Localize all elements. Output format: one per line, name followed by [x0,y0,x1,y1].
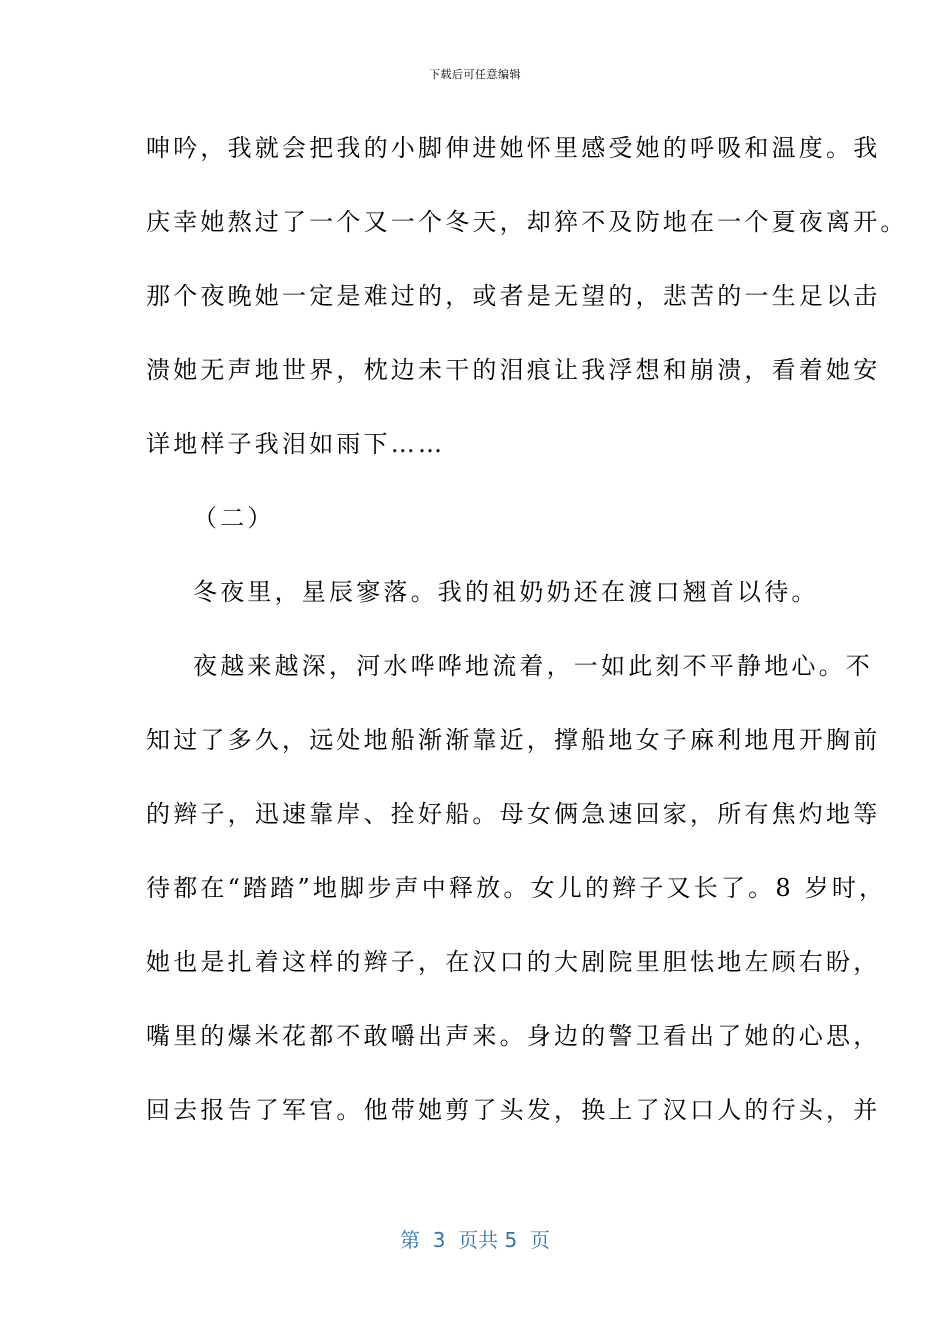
body-text [146,128,908,1164]
text-line: 夜越来越深，河水哗哗地流着，一如此刻不平静地心。不 [193,652,873,680]
text-line: 庆幸她熬过了一个又一个冬天，却猝不及防地在一个夏夜离开。 [146,208,908,236]
text-line: 待都在“踏踏”地脚步声中释放。女儿的辫子又长了。8 岁时， [146,874,887,902]
text-line: 溃她无声地世界，枕边未干的泪痕让我浮想和崩溃，看着她安 [146,356,881,384]
text-line: 冬夜里，星辰寥落。我的祖奶奶还在渡口翘首以待。 [193,578,819,606]
text-line: 她也是扎着这样的辫子，在汉口的大剧院里胆怯地左顾右盼， [146,948,881,976]
text-line: 呻吟，我就会把我的小脚伸进她怀里感受她的呼吸和温度。我 [146,134,881,162]
text-line: 回去报告了军官。他带她剪了头发，换上了汉口人的行头，并 [146,1096,881,1124]
text-line: 的辫子，迅速靠岸、拴好船。母女俩急速回家，所有焦灼地等 [146,800,881,828]
section-heading: （二） [193,504,275,532]
page-header: 下载后可任意编辑 [429,68,521,81]
text-line: 嘴里的爆米花都不敢嚼出声来。身边的警卫看出了她的心思， [146,1022,881,1050]
text-line: 那个夜晚她一定是难过的，或者是无望的，悲苦的一生足以击 [146,282,881,310]
text-line: 详地样子我泪如雨下…… [146,430,446,458]
text-line: 知过了多久，远处地船渐渐靠近，撑船地女子麻利地甩开胸前 [146,726,881,754]
page-number-footer: 第 3 页共 5 页 [400,1228,550,1252]
